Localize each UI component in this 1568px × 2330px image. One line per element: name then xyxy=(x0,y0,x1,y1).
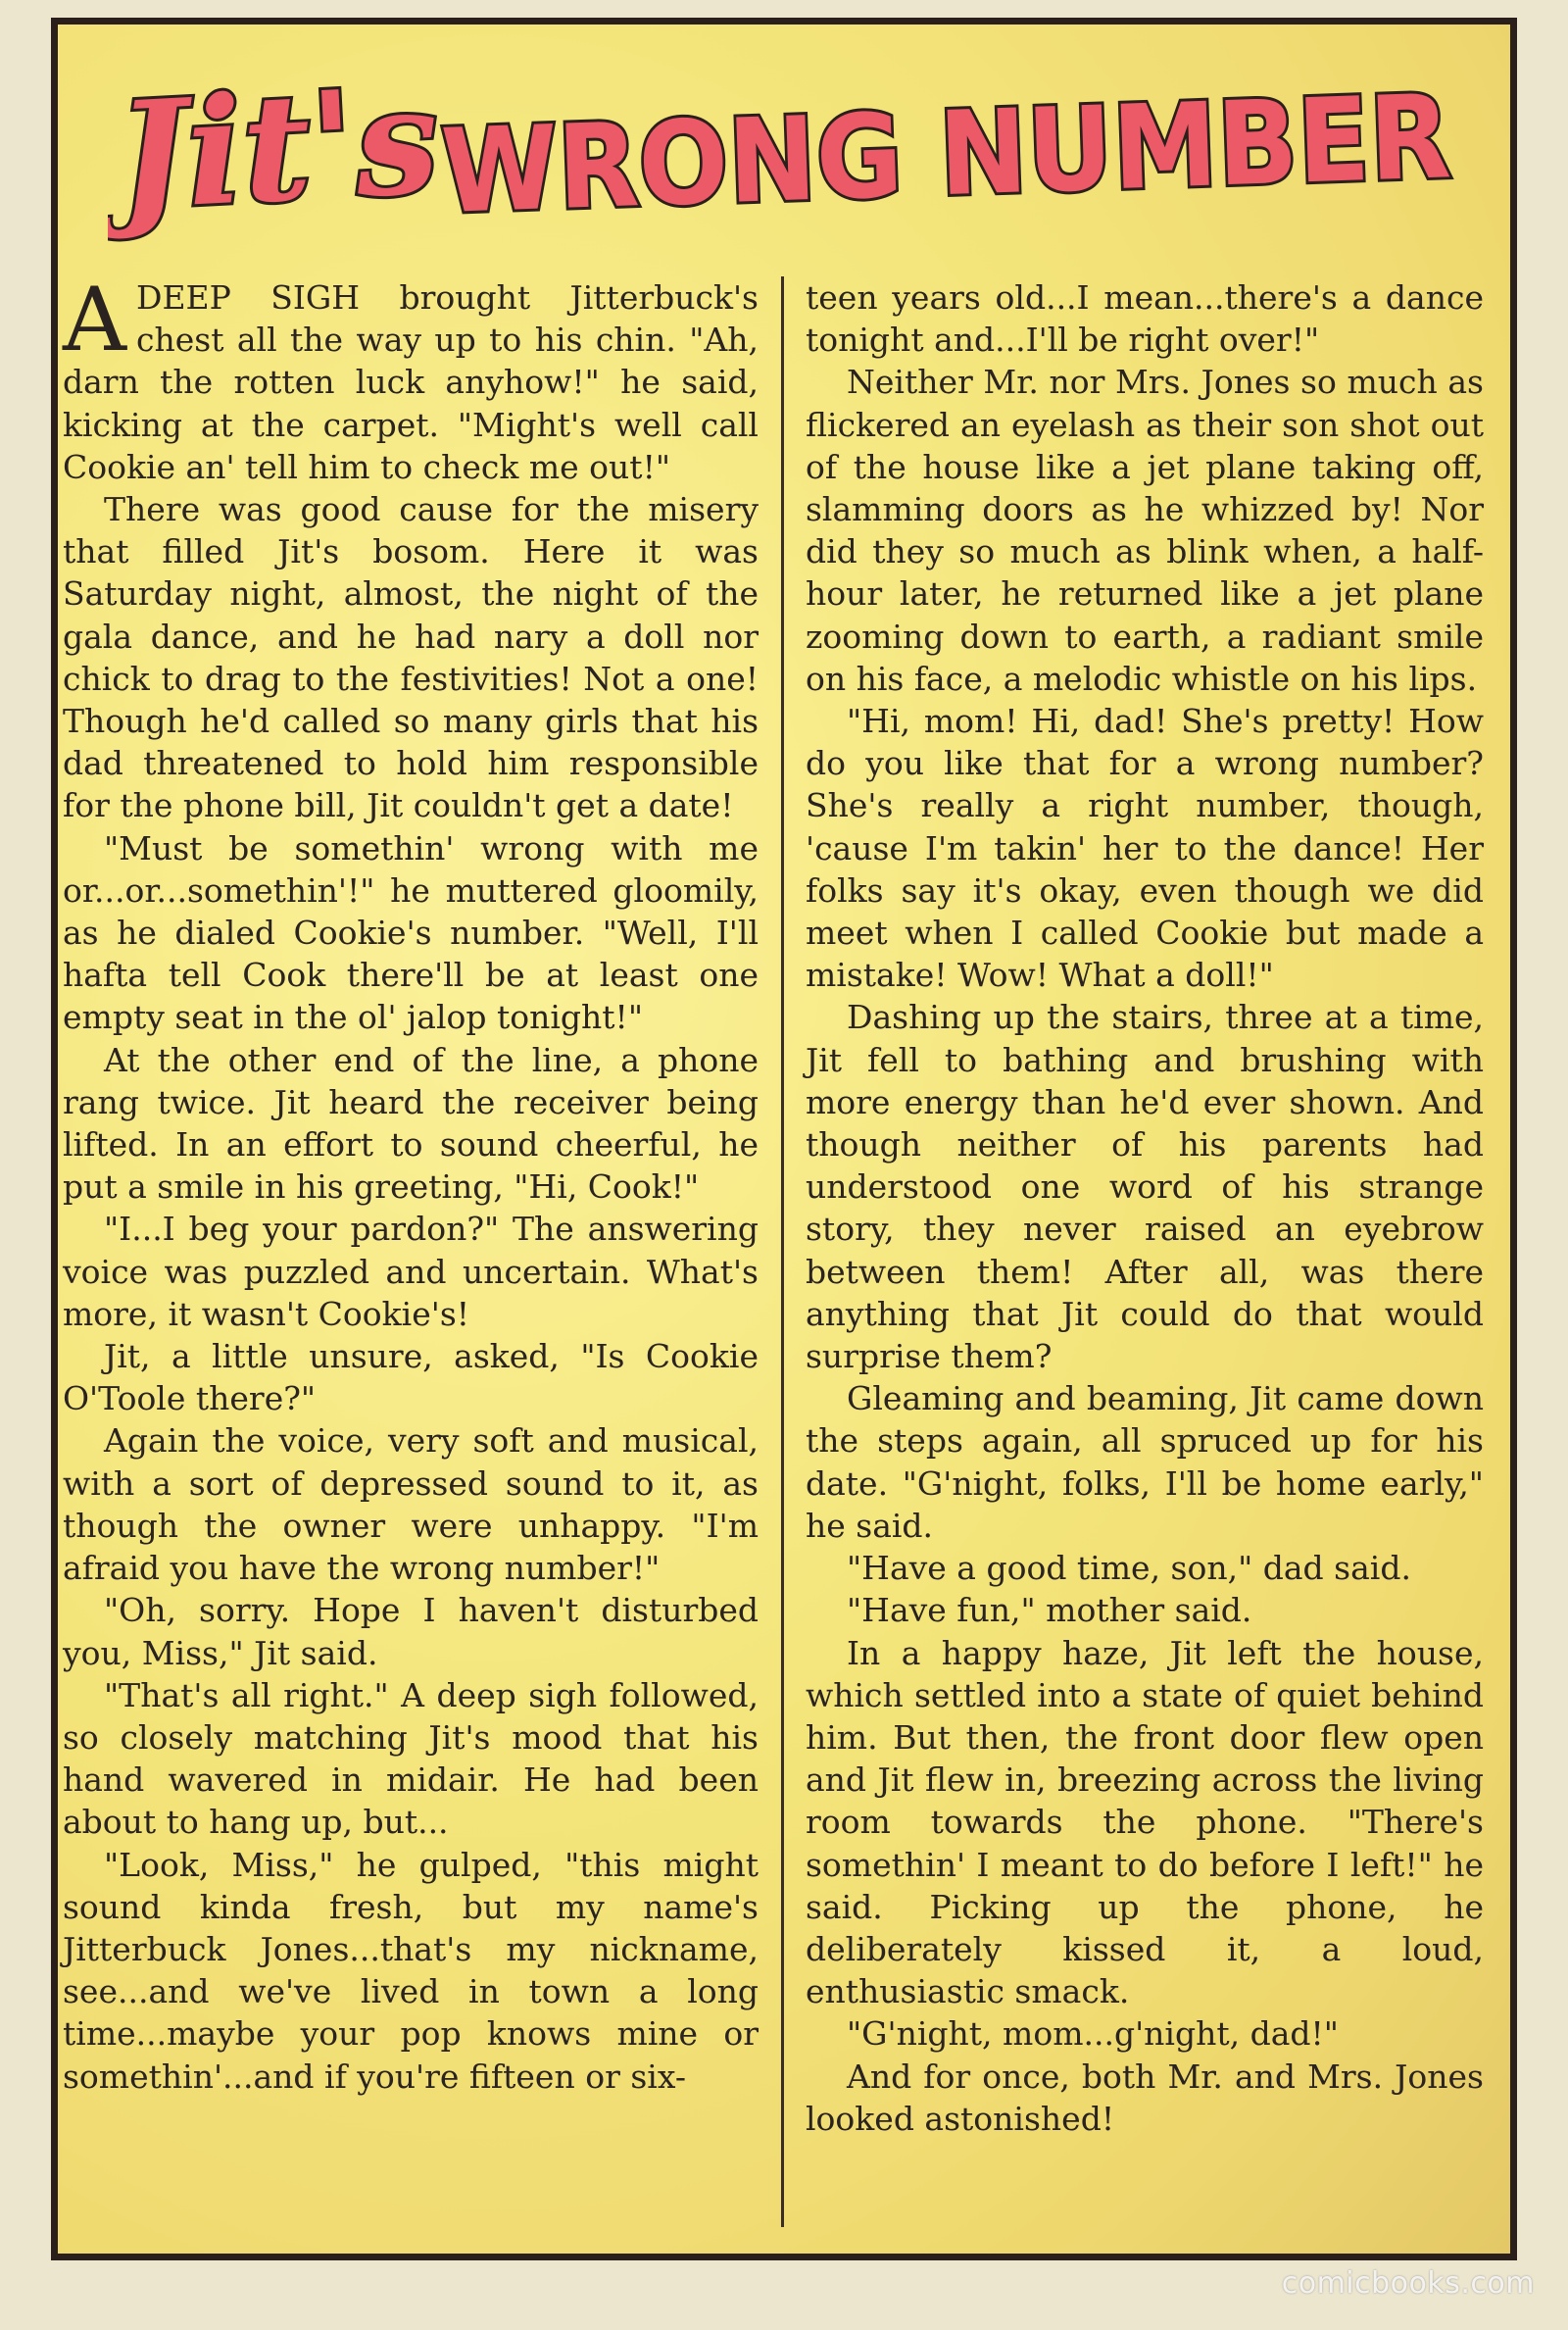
paragraph: "Must be somethin' wrong with me or...or...somethin'!" he muttered gloomily, as he dialed Cookie's number. "Well, I'll hafta tell Cook there'll be at least one empty seat in the ol' jalop tonight!" xyxy=(63,828,759,1037)
title-art xyxy=(108,39,1460,245)
paragraph: Dashing up the stairs, three at a time, Jit fell to bathing and brushing with more energy than he'd ever shown. And though neither of his parents had understood one word of his strange story, they never raised an eyebrow between them! After all, was there anything that Jit could do that would surprise them? xyxy=(806,998,1484,1376)
paragraph: There was good cause for the misery that filled Jit's bosom. Here it was Saturday night, almost, the night of the gala dance, and he had nary a doll nor chick to drag to the festivities! Not a one! Though he'd called so many girls that his dad threatened to hold him responsible for the phone bill, Jit couldn't get a date! xyxy=(63,490,759,825)
column-divider xyxy=(781,276,784,2227)
paragraph: Jit, a little unsure, asked, "Is Cookie O'Toole there?" xyxy=(63,1337,759,1418)
paragraph: Gleaming and beaming, Jit came down the steps again, all spruced up for his date. "G'night, folks, I'll be home early," he said. xyxy=(806,1379,1484,1545)
story-title xyxy=(108,39,1460,245)
paragraph: "G'night, mom...g'night, dad!" xyxy=(847,2014,1339,2054)
paragraph xyxy=(63,269,759,488)
left-column xyxy=(63,269,759,2098)
site-watermark: comicbooks.com xyxy=(1281,2266,1535,2301)
right-column xyxy=(806,276,1484,2140)
paragraph: "Hi, mom! Hi, dad! She's pretty! How do you like that for a wrong number? She's really a right number, though, 'cause I'm takin' her to the dance! Her folks say it's okay, even though we did meet when I called Cookie but made a mistake! Wow! What a doll!" xyxy=(806,702,1484,995)
paragraph: Neither Mr. nor Mrs. Jones so much as flickered an eyelash as their son shot out of the house like a jet plane taking off, slamming doors as he whizzed by! Nor did they so much as blink when, a half-hour later, he returned like a jet plane zooming down to earth, a radiant smile on his face, a melodic whistle on his lips. xyxy=(806,363,1484,698)
paragraph: And for once, both Mr. and Mrs. Jones looked astonished! xyxy=(806,2057,1484,2138)
title-block: WRONG NUMBER xyxy=(439,65,1460,240)
paragraph: In a happy haze, Jit left the house, which settled into a state of quiet behind him. But then, the front door flew open and Jit flew in, breezing across the living room towards the phone. "There's somethin' I meant to do before I left!" he said. Picking up the phone, he deliberately kissed it, a loud, enthusiastic smack. xyxy=(806,1633,1484,2011)
paragraph-text: DEEP SIGH brought Jitterbuck's chest all the way up to his chin. "Ah, darn the rotten luck anyhow!" he said, kicking at the carpet. "Might's well call Cookie an' tell him to check me out!" xyxy=(63,278,759,486)
paragraph: At the other end of the line, a phone rang twice. Jit heard the receiver being lifted. In an effort to sound cheerful, he put a smile in his greeting, "Hi, Cook!" xyxy=(63,1040,759,1207)
drop-cap: A xyxy=(63,269,126,372)
paragraph: "Have a good time, son," dad said. xyxy=(847,1549,1411,1588)
paragraph: "I...I beg your pardon?" The answering voice was puzzled and uncertain. What's more, it wasn't Cookie's! xyxy=(63,1210,759,1333)
paragraph: Again the voice, very soft and musical, with a sort of depressed sound to it, as though the owner were unhappy. "I'm afraid you have the wrong number!" xyxy=(63,1421,759,1588)
paragraph: "Oh, sorry. Hope I haven't disturbed you, Miss," Jit said. xyxy=(63,1591,759,1672)
paragraph: "Have fun," mother said. xyxy=(847,1591,1252,1630)
paragraph: teen years old...I mean...there's a dance tonight and...I'll be right over!" xyxy=(806,278,1484,360)
paragraph: "Look, Miss," he gulped, "this might sound kinda fresh, but my name's Jitterbuck Jones...that's my nickname, see...and we've lived in town a long time...maybe your pop knows mine or somethin'...and if you're fifteen or six- xyxy=(63,1845,759,2096)
paragraph: "That's all right." A deep sigh followed, so closely matching Jit's mood that his hand wavered in midair. He had been about to hang up, but... xyxy=(63,1675,759,1842)
title-script: Jit's xyxy=(113,54,443,244)
